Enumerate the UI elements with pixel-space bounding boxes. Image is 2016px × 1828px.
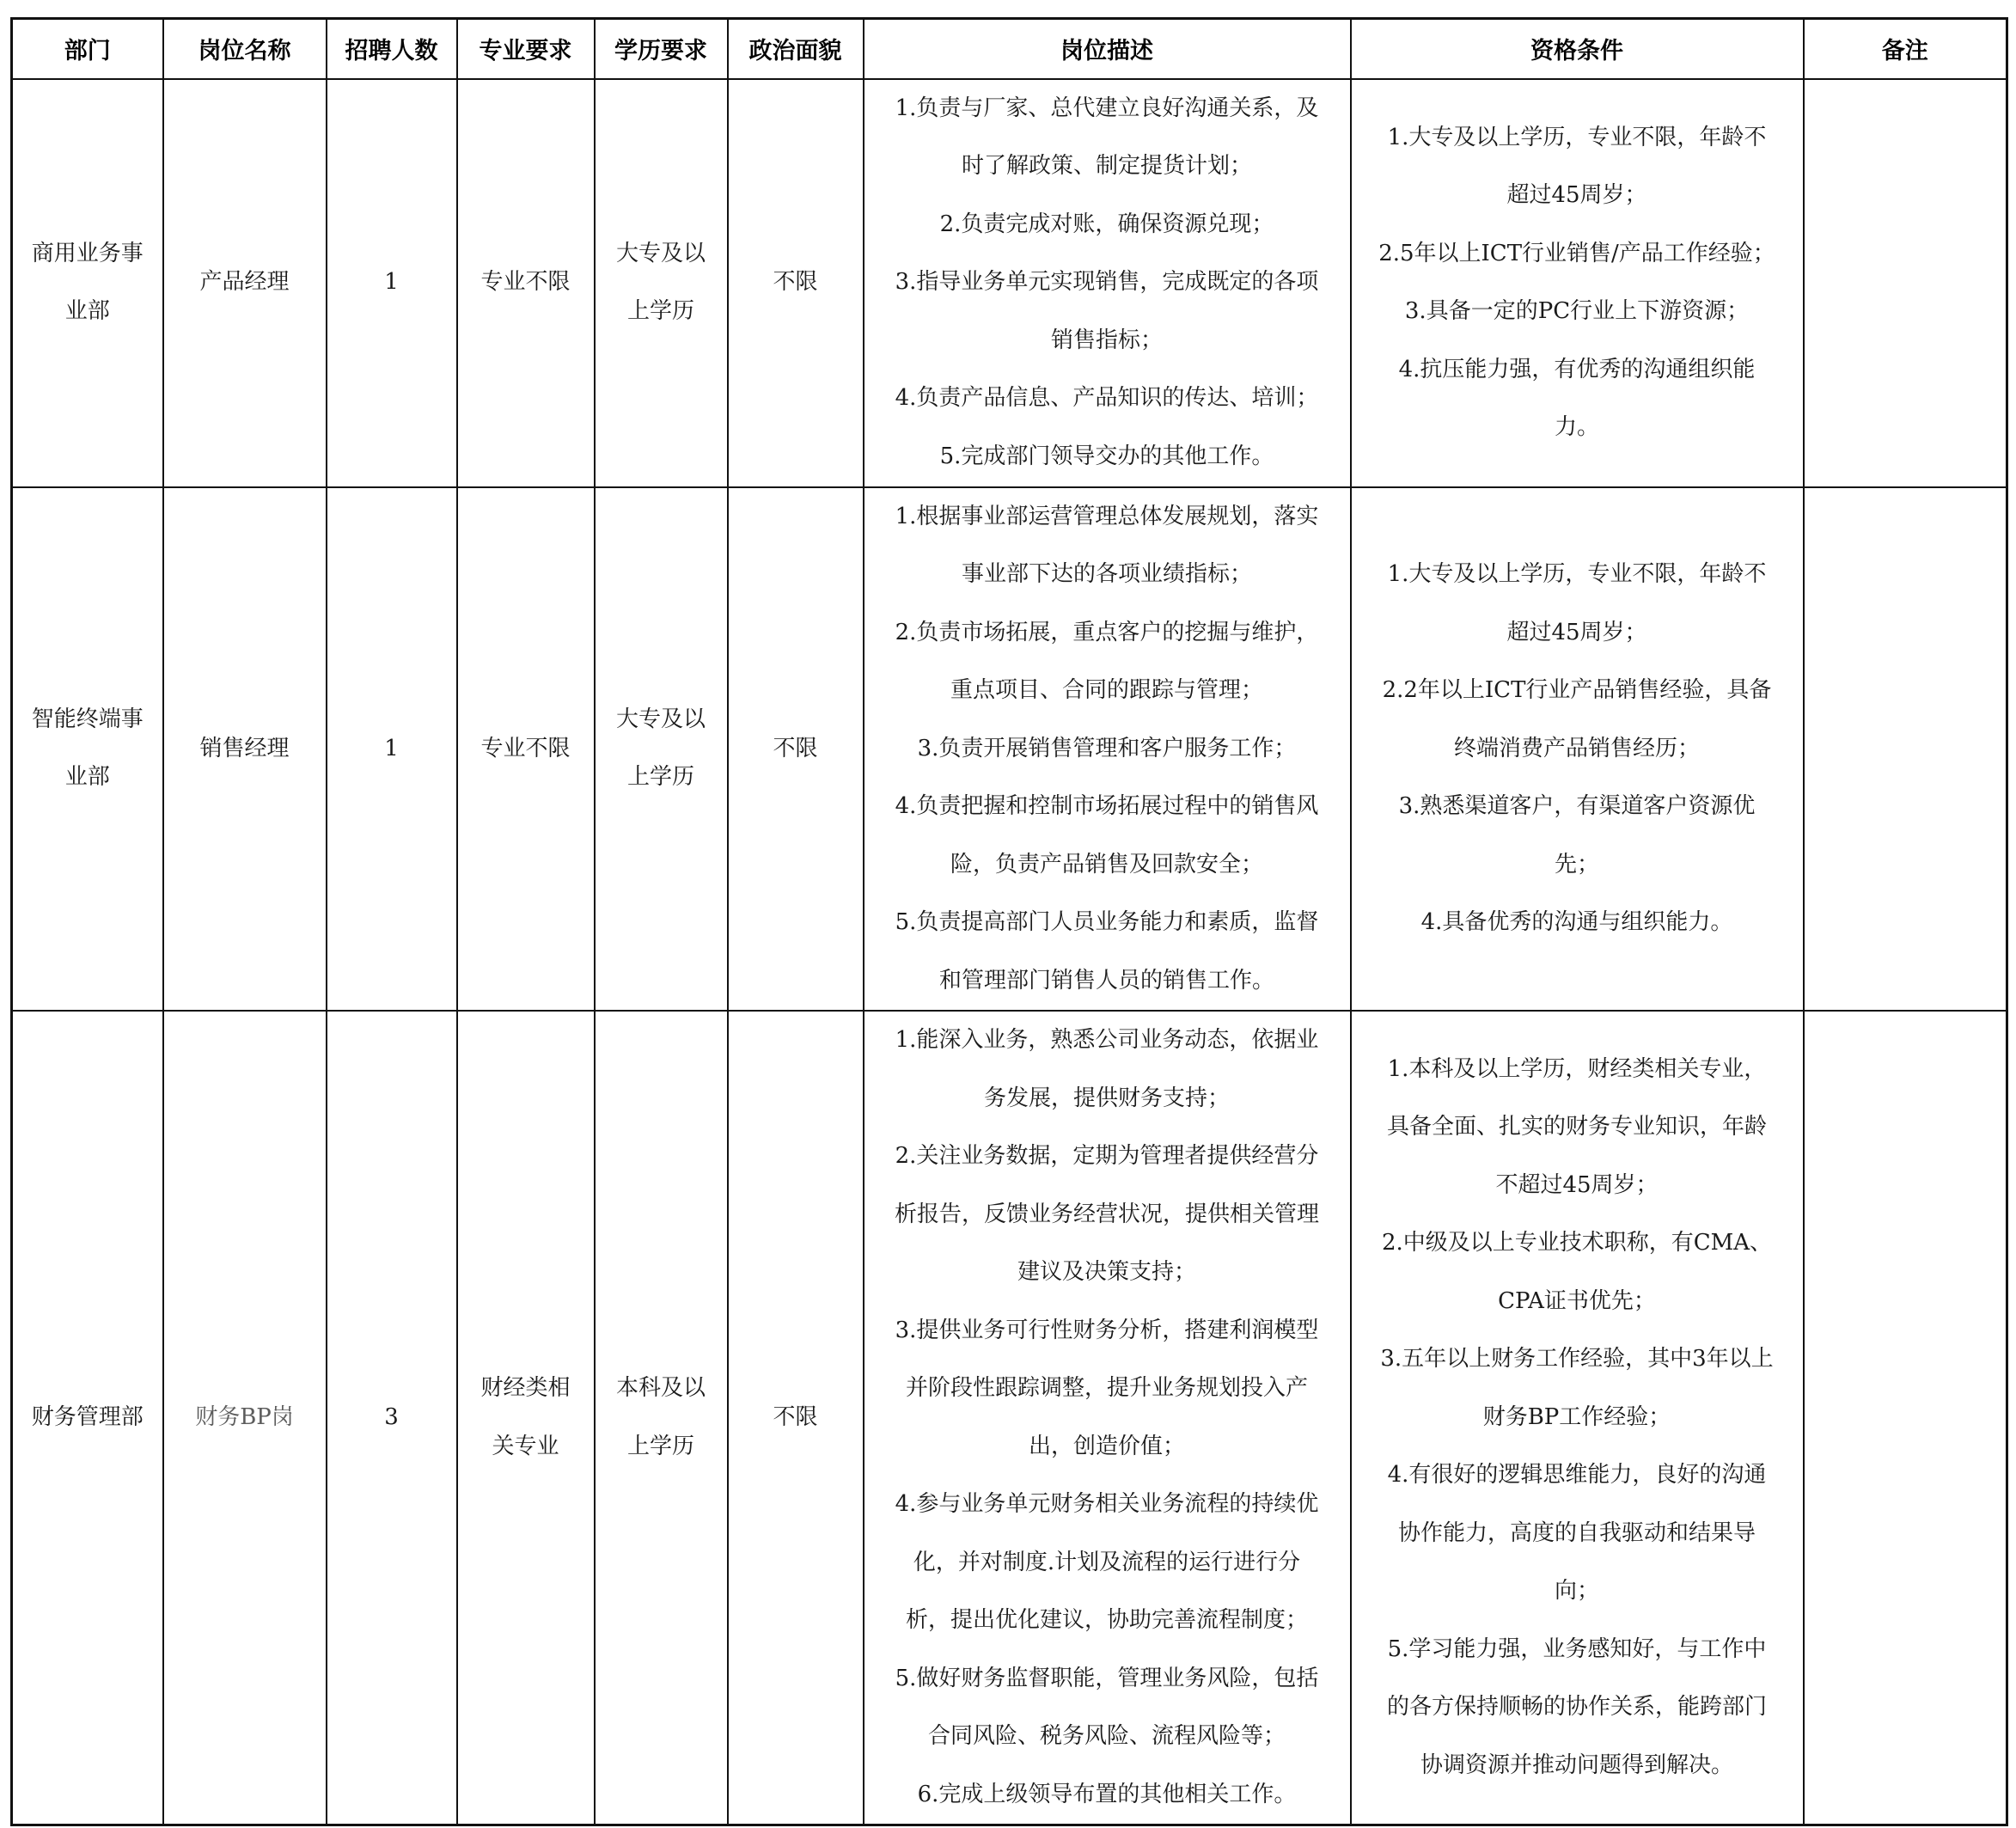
major-line: 专业不限 (480, 269, 571, 296)
cell-education-requirement (595, 1011, 728, 1825)
qualification-line: 不超过45周岁； (1495, 1171, 1659, 1198)
qualification-line: 3.熟悉渠道客户，有渠道客户资源优 (1398, 793, 1756, 819)
cell-remarks (1804, 1011, 2007, 1825)
qualification-line: 先； (1554, 851, 1599, 877)
cell-political-status: 不限 (728, 1011, 864, 1825)
header-remarks: 备注 (1804, 19, 2007, 79)
description-line: 建议及决策支持； (1017, 1259, 1196, 1285)
description-line: 2.负责市场拓展，重点客户的挖掘与维护， (895, 619, 1319, 645)
header-major-requirement: 专业要求 (457, 19, 595, 79)
qualification-line: 4.具备优秀的沟通与组织能力。 (1420, 909, 1733, 935)
description-line: 析，提出优化建议，协助完善流程制度； (905, 1607, 1308, 1633)
description-line: 1.根据事业部运营管理总体发展规划，落实 (895, 503, 1319, 529)
qualification-line: 5.学习能力强，业务感知好，与工作中 (1387, 1635, 1767, 1662)
cell-major-requirement (457, 79, 595, 487)
description-line: 4.负责把握和控制市场拓展过程中的销售风 (895, 793, 1319, 819)
table-row (12, 1011, 2007, 1825)
qualification-line: 的各方保持顺畅的协作关系，能跨部门 (1386, 1694, 1767, 1721)
education-line: 上学历 (626, 1433, 694, 1459)
major-line: 关专业 (492, 1433, 559, 1459)
qualification-line: 4.有很好的逻辑思维能力，良好的沟通 (1387, 1462, 1767, 1489)
department-line: 财务管理部 (31, 1403, 144, 1430)
description-line: 和管理部门销售人员的销售工作。 (938, 967, 1274, 993)
education-line: 大专及以 (615, 706, 706, 732)
description-line: 重点项目、合同的跟踪与管理； (950, 677, 1263, 703)
header-qualifications: 资格条件 (1351, 19, 1804, 79)
description-line: 4.参与业务单元财务相关业务流程的持续优 (895, 1491, 1319, 1517)
cell-political-status: 不限 (728, 79, 864, 487)
description-line: 务发展，提供财务支持； (983, 1085, 1230, 1111)
cell-major-requirement (457, 1011, 595, 1825)
qualification-line: 2.中级及以上专业技术职称，有CMA、 (1381, 1230, 1773, 1256)
description-line: 2.负责完成对账，确保资源兑现； (939, 211, 1274, 237)
qualification-line: 向； (1554, 1578, 1599, 1605)
cell-position-name: 财务BP岗 (163, 1011, 327, 1825)
major-line: 专业不限 (480, 735, 571, 761)
cell-qualifications (1351, 79, 1804, 487)
table-row (12, 79, 2007, 487)
qualification-line: 协作能力，高度的自我驱动和结果导 (1397, 1519, 1756, 1546)
qualification-line: 终端消费产品销售经历； (1453, 735, 1700, 761)
cell-remarks (1804, 79, 2007, 487)
description-line: 3.提供业务可行性财务分析，搭建利润模型 (895, 1317, 1319, 1343)
cell-department (12, 79, 163, 487)
qualification-line: 3.具备一定的PC行业上下游资源； (1404, 298, 1750, 324)
cell-qualifications (1351, 1011, 1804, 1825)
header-department: 部门 (12, 19, 163, 79)
header-row (12, 19, 2007, 79)
description-line: 3.负责开展销售管理和客户服务工作； (917, 735, 1297, 761)
qualification-line: 力。 (1554, 414, 1599, 440)
cell-political-status: 不限 (728, 487, 864, 1012)
description-line: 时了解政策、制定提货计划； (961, 153, 1252, 180)
education-line: 上学历 (626, 298, 694, 324)
description-line: 5.做好财务监督职能，管理业务风险，包括 (895, 1665, 1319, 1691)
department-line: 智能终端事 (31, 706, 144, 732)
cell-education-requirement (595, 79, 728, 487)
header-headcount: 招聘人数 (327, 19, 457, 79)
major-line: 财经类相 (480, 1375, 571, 1401)
description-line: 5.完成部门领导交办的其他工作。 (939, 443, 1274, 469)
cell-position-name: 产品经理 (163, 79, 327, 487)
cell-job-description (864, 1011, 1351, 1825)
description-line: 销售指标； (1050, 327, 1163, 353)
cell-job-description (864, 79, 1351, 487)
qualification-line: 1.本科及以上学历，财经类相关专业， (1387, 1055, 1767, 1082)
description-line: 5.负责提高部门人员业务能力和素质，监督 (895, 909, 1319, 935)
description-line: 事业部下达的各项业绩指标； (961, 561, 1252, 587)
cell-education-requirement (595, 487, 728, 1012)
description-line: 险，负责产品销售及回款安全； (950, 851, 1263, 877)
qualification-line: 2.5年以上ICT行业销售/产品工作经验； (1378, 240, 1775, 266)
qualification-line: 4.抗压能力强，有优秀的沟通组织能 (1398, 356, 1756, 382)
description-line: 1.负责与厂家、总代建立良好沟通关系，及 (895, 95, 1319, 121)
description-line: 合同风险、税务风险、流程风险等； (927, 1723, 1286, 1749)
description-line: 6.完成上级领导布置的其他相关工作。 (917, 1781, 1297, 1807)
cell-position-name: 销售经理 (163, 487, 327, 1012)
recruitment-table (10, 17, 2008, 1826)
header-position-name: 岗位名称 (163, 19, 327, 79)
header-education-requirement: 学历要求 (595, 19, 728, 79)
qualification-line: 协调资源并推动问题得到解决。 (1420, 1752, 1733, 1778)
cell-headcount: 1 (327, 487, 457, 1012)
qualification-line: CPA证书优先； (1498, 1287, 1656, 1314)
education-line: 本科及以 (615, 1375, 706, 1401)
description-line: 并阶段性跟踪调整，提升业务规划投入产 (905, 1375, 1308, 1401)
description-line: 析报告，反馈业务经营状况，提供相关管理 (894, 1201, 1319, 1227)
education-line: 上学历 (626, 764, 694, 791)
cell-major-requirement (457, 487, 595, 1012)
description-line: 1.能深入业务，熟悉公司业务动态，依据业 (895, 1027, 1319, 1053)
qualification-line: 1.大专及以上学历，专业不限，年龄不 (1387, 124, 1767, 150)
cell-department (12, 1011, 163, 1825)
qualification-line: 3.五年以上财务工作经验，其中3年以上 (1380, 1346, 1774, 1373)
qualification-line: 超过45周岁； (1506, 619, 1647, 645)
description-line: 3.指导业务单元实现销售，完成既定的各项 (895, 269, 1319, 296)
department-line: 业部 (64, 298, 110, 324)
description-line: 2.关注业务数据，定期为管理者提供经营分 (895, 1143, 1319, 1169)
qualification-line: 1.大专及以上学历，专业不限，年龄不 (1387, 561, 1767, 587)
description-line: 化，并对制度.计划及流程的运行进行分 (913, 1549, 1301, 1575)
qualification-line: 具备全面、扎实的财务专业知识，年龄 (1386, 1114, 1767, 1140)
cell-headcount: 1 (327, 79, 457, 487)
cell-remarks (1804, 487, 2007, 1012)
qualification-line: 财务BP工作经验； (1482, 1403, 1671, 1430)
qualification-line: 2.2年以上ICT行业产品销售经验，具备 (1382, 677, 1772, 703)
cell-department (12, 487, 163, 1012)
qualification-line: 超过45周岁； (1506, 182, 1647, 208)
description-line: 4.负责产品信息、产品知识的传达、培训； (895, 385, 1319, 412)
description-line: 出，创造价值； (1028, 1433, 1185, 1459)
cell-headcount: 3 (327, 1011, 457, 1825)
cell-qualifications (1351, 487, 1804, 1012)
header-job-description: 岗位描述 (864, 19, 1351, 79)
department-line: 商用业务事 (31, 240, 144, 266)
table-row (12, 487, 2007, 1012)
header-political-status: 政治面貌 (728, 19, 864, 79)
cell-job-description (864, 487, 1351, 1012)
department-line: 业部 (64, 764, 110, 791)
education-line: 大专及以 (615, 240, 706, 266)
